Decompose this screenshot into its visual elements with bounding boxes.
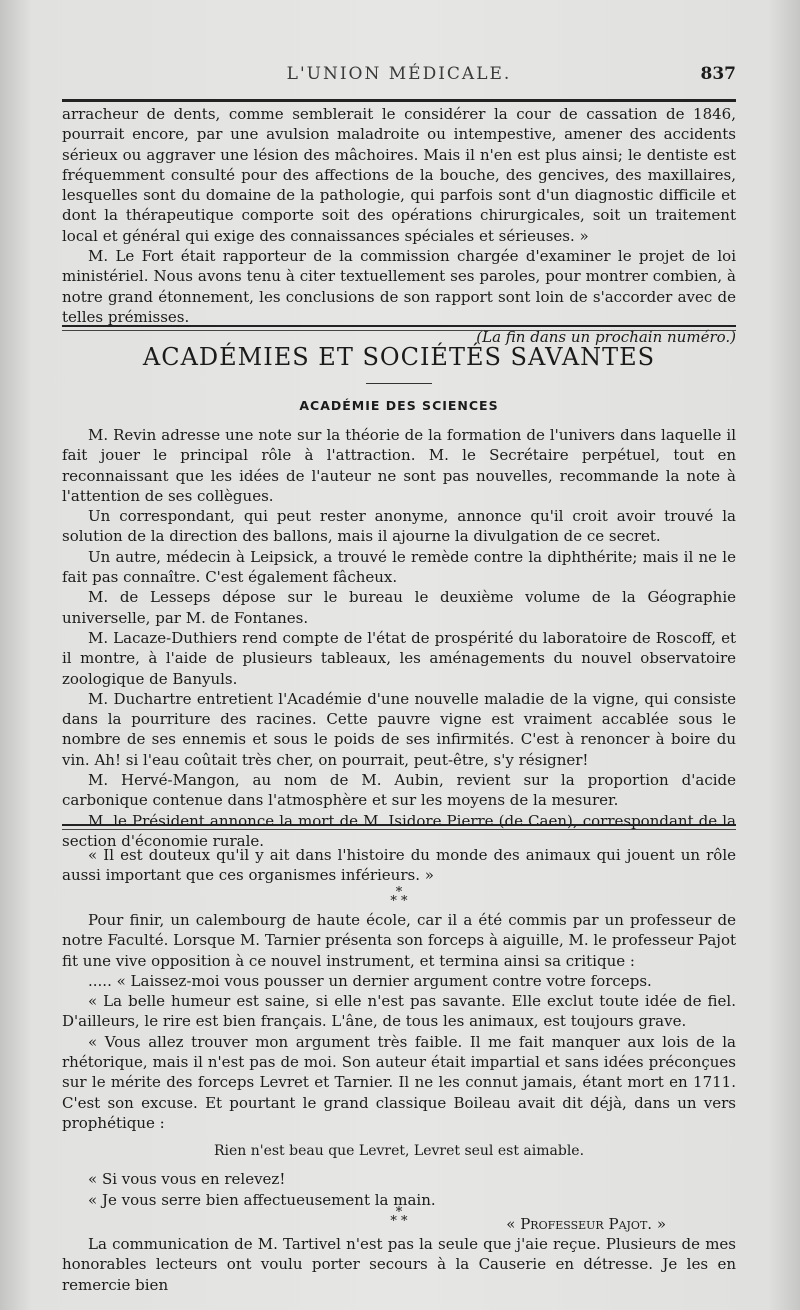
- section-rule: [62, 824, 736, 830]
- academy-text-block: [62, 425, 736, 851]
- signature: « Professeur Pajot. »: [506, 1214, 666, 1233]
- page-number: 837: [700, 64, 736, 84]
- closing-line: « Si vous vous en relevez!: [88, 1170, 286, 1189]
- section-subtitle: ACADÉMIE DES SCIENCES: [299, 398, 499, 413]
- running-title: L'UNION MÉDICALE.: [286, 64, 512, 84]
- paragraph: Un autre, médecin à Leipsick, a trouvé le remède contre la diphthérite; mais il ne le fait pas connaître. C'est également fâcheux.: [62, 547, 736, 587]
- paragraph: Un correspondant, qui peut rester anonyme, annonce qu'il croit avoir trouvé la solution de la direction des ballons, mais il ajourne la divulgation de ce secret.: [62, 507, 736, 546]
- paragraph: M. le Président annonce la mort de M. Isidore Pierre (de Caen), correspondant de la section d'économie rurale.: [62, 811, 736, 850]
- paragraph: M. Lacaze-Duthiers rend compte de l'état de prospérité du laboratoire de Roscoff, et il montre, à l'aide de plusieurs tableaux, les aménagements du nouvel observatoire zoologique de Banyuls.: [62, 628, 736, 688]
- causerie-text-block: [62, 910, 736, 1234]
- paragraph: M. Hervé-Mangon, au nom de M. Aubin, revient sur la proportion d'acide carbonique contenue dans l'atmosphère et sur les moyens de la mesurer.: [62, 771, 736, 810]
- header-rule: [62, 99, 736, 102]
- paragraph: La communication de M. Tartivel n'est pas la seule que j'aie reçue. Plusieurs de mes honorables lecteurs ont voulu porter secours à la Causerie en détresse. Je les en remercie bien: [62, 1235, 736, 1294]
- intro-text-block: [62, 104, 736, 347]
- causerie-quote-block: [62, 845, 736, 886]
- paragraph: M. Le Fort était rapporteur de la commission chargée d'examiner le projet de loi ministériel. Nous avons tenu à citer textuellement ses paroles, pour montrer combien, à notre grand étonnement, les conclusions de son rapport sont loin de s'accorder avec de telles prémisses.: [62, 247, 736, 326]
- closing-line: « Je vous serre bien affectueusement la main.: [88, 1190, 436, 1209]
- paragraph: arracheur de dents, comme semblerait le considérer la cour de cassation de 1846, pourrait encore, par une avulsion maladroite ou intempestive, amener des accidents sérieux ou aggraver une lésion des mâchoires. Mais il n'en est plus ainsi; le dentiste est fréquemment consulté pour des affections de la bouche, des gencives, des maxillaires, lesquelles sont du domaine de la pathologie, qui parfois sont d'un diagnostic difficile et dont la thérapeutique comporte soit des opérations chirurgicales, soit un traitement local et général qui exige des connaissances spéciales et sérieuses. »: [62, 105, 736, 245]
- page-header: [62, 64, 736, 90]
- paragraph: Pour finir, un calembourg de haute école, car il a été commis par un professeur de notre Faculté. Lorsque M. Tarnier présenta son forceps à aiguille, M. le professeur Pajot fit une vive opposition à ce nouvel instrument, et termina ainsi sa critique :: [62, 911, 736, 970]
- paragraph: ..... « Laissez-moi vous pousser un dernier argument contre votre forceps.: [88, 971, 652, 990]
- title-underline: [366, 383, 432, 384]
- paragraph: « Vous allez trouver mon argument très faible. Il me fait manquer aux lois de la rhétorique, mais il n'est pas de moi. Son auteur était impartial et sans idées préconçues sur le mérite des forceps Levret et Tarnier. Il ne les connut jamais, étant mort en 1711. C'est son excuse. Et pourtant le grand classique Boileau avait dit déjà, dans un vers prophétique :: [62, 1032, 736, 1132]
- asterism: * * *: [390, 885, 408, 909]
- paragraph: M. Duchartre entretient l'Académie d'une nouvelle maladie de la vigne, qui consiste dans la pourriture des racines. Cette pauvre vigne est vraiment accablée sous le nombre de ses ennemis et sous le poids de ses infirmités. C'est à renoncer à boire du vin. Ah! si l'eau coûtait très cher, on pourrait, peut-être, s'y résigner!: [62, 689, 736, 769]
- section-rule: [62, 325, 736, 331]
- quote-paragraph: « Il est douteux qu'il y ait dans l'histoire du monde des animaux qui jouent un rôle aussi important que ces organismes inférieurs. »: [62, 846, 736, 885]
- section-title: ACADÉMIES ET SOCIÉTÉS SAVANTES: [142, 343, 656, 371]
- continuation-note: (La fin dans un prochain numéro.): [476, 328, 736, 347]
- paragraph: M. de Lesseps dépose sur le bureau le deuxième volume de la Géographie universelle, par M. de Fontanes.: [62, 588, 736, 627]
- verse-line: Rien n'est beau que Levret, Levret seul est aimable.: [213, 1143, 585, 1160]
- paragraph: « La belle humeur est saine, si elle n'est pas savante. Elle exclut toute idée de fiel. D'ailleurs, le rire est bien français. L'âne, de tous les animaux, est toujours grave.: [62, 992, 736, 1031]
- final-text-block: [62, 1234, 736, 1295]
- paragraph: M. Revin adresse une note sur la théorie de la formation de l'univers dans laquelle il fait jouer le principal rôle à l'attraction. M. le Secrétaire perpétuel, tout en reconnaissant que les idées de l'auteur ne sont pas nouvelles, recommande la note à l'attention de ses collègues.: [62, 426, 736, 505]
- asterism: * * *: [390, 1205, 408, 1229]
